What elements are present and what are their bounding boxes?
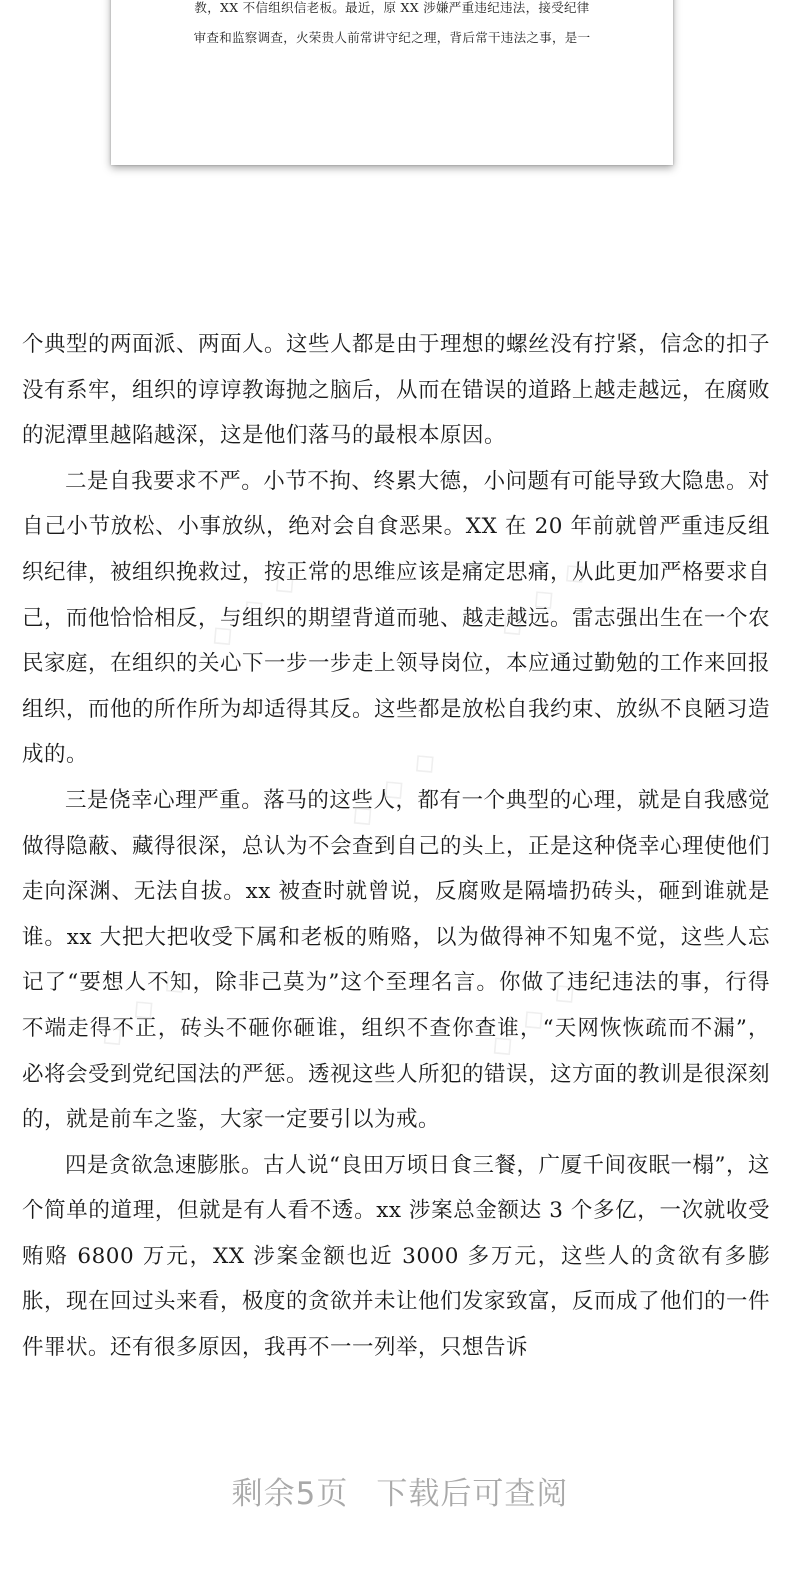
- watermark: ◇ ◇ ◇: [491, 549, 597, 646]
- preview-line-1: 教，XX 不信组织信老板。最近，原 XX 涉嫌严重违纪违法，接受纪律: [194, 0, 590, 15]
- watermark: ◇ ◇ ◇: [201, 559, 307, 656]
- paragraph-4: 四是贪欲急速膨胀。古人说“良田万顷日食三餐，广厦千间夜眠一榻”，这个简单的道理，但就是有人看不透。xx 涉案总金额达 3 个多亿，一次就收受贿赂 6800 万元，XX 涉案金额也近 3000 多万元，这些人的贪欲有多膨胀，现在回过头来看，极度的贪欲并未让他们发家致富，反而成了他们的一件件罪状。还有很多原因，我再不一一列举，只想告诉: [22, 1152, 771, 1361]
- paragraph-3: 三是侥幸心理严重。落马的这些人，都有一个典型的心理，就是自我感觉做得隐蔽、藏得很深，总认为不会查到自己的头上，正是这种侥幸心理使他们走向深渊、无法自拔。xx 被查时就曾说，反腐败是隔墙扔砖头，砸到谁就是谁。xx 大把大把收受下属和老板的贿赂，以为做得神不知鬼不觉，这些人忘记了“要想人不知，除非己莫为”这个至理名言。你做了违纪违法的事，行得不端走得不正，砖头不砸你砸谁，组织不查你查谁，“天网恢恢疏而不漏”，必将会受到党纪国法的严惩。透视这些人所犯的错误，这方面的教训是很深刻的，就是前车之鉴，大家一定要引以为戒。: [22, 787, 771, 1133]
- document-body: [22, 322, 770, 1371]
- watermark: ◇ ◇ ◇: [91, 959, 197, 1056]
- remaining-pages-label: 剩余5页: [231, 1476, 349, 1512]
- paragraph-2: 二是自我要求不严。小节不拘、终累大德，小问题有可能导致大隐患。对自己小节放松、小事放纵，绝对会自食恶果。XX 在 20 年前就曾严重违反组织纪律，被组织挽救过，按正常的思维应该是痛定思痛，从此更加严格要求自己，而他恰恰相反，与组织的期望背道而驰、越走越远。雷志强出生在一个农民家庭，在组织的关心下一步一步走上领导岗位，本应通过勤勉的工作来回报组织，而他的所作所为却适得其反。这些都是放松自我约束、放纵不良陋习造成的。: [22, 468, 771, 768]
- preview-line-2: 审查和监察调查，火荣贵人前常讲守纪之理，背后常干违法之事，是一: [193, 30, 591, 45]
- download-notice[interactable]: [0, 1468, 800, 1513]
- watermark: ◇ ◇ ◇: [341, 739, 447, 836]
- download-hint-label: 下载后可查阅: [376, 1476, 569, 1512]
- preview-page-card: [111, 0, 673, 165]
- watermark: ◇ ◇ ◇: [481, 969, 587, 1066]
- paragraph-1: 个典型的两面派、两面人。这些人都是由于理想的螺丝没有拧紧，信念的扣子没有系牢，组织的谆谆教诲抛之脑后，从而在错误的道路上越走越远，在腐败的泥潭里越陷越深，这是他们落马的最根本原因。: [22, 332, 771, 449]
